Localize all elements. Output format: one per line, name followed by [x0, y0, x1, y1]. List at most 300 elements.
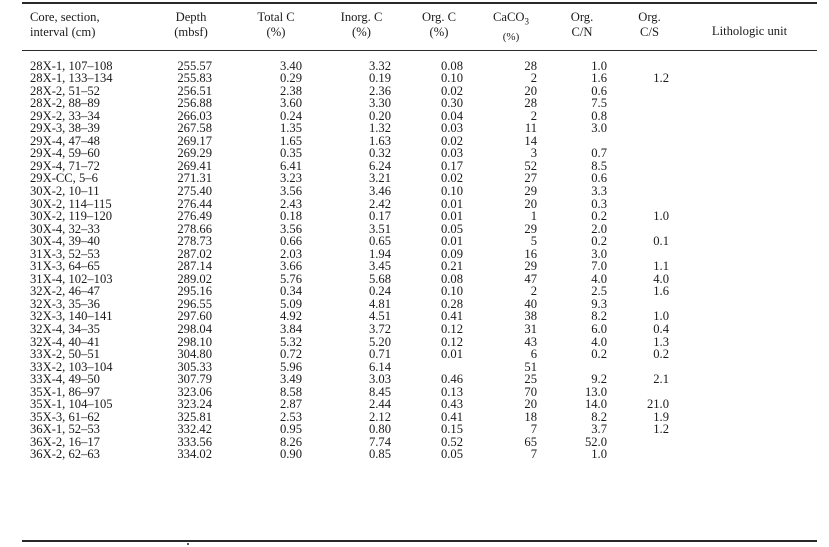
- cell-depth: 296.55: [177, 296, 212, 311]
- cell-depth: 255.57: [177, 58, 212, 73]
- cell-org-cs: [617, 223, 682, 236]
- cell-caco3: 28: [524, 96, 537, 111]
- cell-caco3: 2: [530, 284, 537, 299]
- cell-caco3: 14: [524, 133, 537, 148]
- table-row: [22, 298, 817, 311]
- cell-total-c: 3.56: [279, 183, 302, 198]
- cell-total-c: 3.66: [279, 259, 302, 274]
- cell-total-c: 0.34: [279, 284, 302, 299]
- table-row: [22, 260, 817, 273]
- cell-core-section-interval: 32X-4, 40–41: [30, 334, 100, 349]
- cell-caco3: 27: [524, 171, 537, 186]
- cell-caco3: 47: [524, 271, 537, 286]
- cell-core-section-interval: 36X-1, 52–53: [30, 422, 100, 437]
- cell-org-cn: 0.2: [591, 347, 607, 362]
- cell-org-cn: 4.0: [591, 334, 607, 349]
- cell-org-c: 0.28: [440, 296, 463, 311]
- cell-org-cn: 0.7: [591, 146, 607, 161]
- cell-core-section-interval: 35X-1, 104–105: [30, 397, 113, 412]
- cell-org-c: 0.41: [440, 309, 463, 324]
- cell-lithologic-unit: [682, 147, 817, 160]
- cell-org-cs: [617, 248, 682, 261]
- cell-inorg-c: 3.32: [368, 58, 391, 73]
- cell-depth: 276.44: [177, 196, 212, 211]
- cell-org-cs: 4.0: [653, 271, 669, 286]
- cell-inorg-c: 3.30: [368, 96, 391, 111]
- cell-lithologic-unit: [682, 373, 817, 386]
- cell-caco3: 20: [524, 397, 537, 412]
- cell-org-cs: [617, 97, 682, 110]
- cell-org-c: 0.01: [440, 347, 463, 362]
- cell-inorg-c: 0.80: [368, 422, 391, 437]
- cell-org-cn: 2.0: [591, 221, 607, 236]
- cell-depth: 267.58: [177, 121, 212, 136]
- cell-depth: 269.29: [177, 146, 212, 161]
- table-row: [22, 373, 817, 386]
- cell-depth: 289.02: [177, 271, 212, 286]
- cell-org-cn: 0.2: [591, 234, 607, 249]
- cell-org-c: 0.10: [440, 183, 463, 198]
- cell-depth: 333.56: [177, 434, 212, 449]
- cell-inorg-c: 0.85: [368, 447, 391, 462]
- cell-org-c: 0.43: [440, 397, 463, 412]
- cell-org-c: 0.04: [440, 108, 463, 123]
- cell-org-c: 0.03: [440, 121, 463, 136]
- cell-inorg-c: 6.14: [368, 359, 391, 374]
- cell-caco3: 5: [530, 234, 537, 249]
- cell-caco3: 18: [524, 409, 537, 424]
- cell-org-c: 0.46: [440, 372, 463, 387]
- cell-org-cn: 0.3: [591, 196, 607, 211]
- cell-core-section-interval: 33X-4, 49–50: [30, 372, 100, 387]
- cell-depth: 323.06: [177, 384, 212, 399]
- table-row: [22, 85, 817, 98]
- cell-total-c: 2.87: [279, 397, 302, 412]
- cell-lithologic-unit: [682, 185, 817, 198]
- cell-caco3: 52: [524, 158, 537, 173]
- cell-inorg-c: 1.32: [368, 121, 391, 136]
- cell-caco3: 1: [530, 209, 537, 224]
- cell-caco3: 6: [530, 347, 537, 362]
- cell-org-cs: 1.9: [653, 409, 669, 424]
- cell-total-c: 3.49: [279, 372, 302, 387]
- cell-org-cs: [617, 172, 682, 185]
- cell-inorg-c: 0.24: [368, 284, 391, 299]
- cell-inorg-c: 2.12: [368, 409, 391, 424]
- cell-depth: 275.40: [177, 183, 212, 198]
- cell-total-c: 0.72: [279, 347, 302, 362]
- table-row: [22, 172, 817, 185]
- header-org-c: Org. C (%): [421, 10, 457, 39]
- cell-depth: 255.83: [177, 71, 212, 86]
- cell-org-c: 0.13: [440, 384, 463, 399]
- cell-core-section-interval: 28X-1, 107–108: [30, 58, 113, 73]
- cell-lithologic-unit: [682, 386, 817, 399]
- cell-inorg-c: 3.45: [368, 259, 391, 274]
- cell-org-cs: 1.1: [653, 259, 669, 274]
- table-row: [22, 348, 817, 361]
- cell-org-cn: 0.6: [591, 171, 607, 186]
- cell-org-c: 0.15: [440, 422, 463, 437]
- cell-inorg-c: 0.32: [368, 146, 391, 161]
- cell-total-c: 0.35: [279, 146, 302, 161]
- table-row: [22, 386, 817, 399]
- cell-total-c: 8.58: [279, 384, 302, 399]
- cell-caco3: 38: [524, 309, 537, 324]
- header-org-cn: Org. C/N: [570, 10, 594, 39]
- cell-caco3: 43: [524, 334, 537, 349]
- cell-org-c: 0.52: [440, 434, 463, 449]
- cell-org-cn: 52.0: [584, 434, 607, 449]
- cell-org-cn: 8.5: [591, 158, 607, 173]
- cell-org-c: 0.05: [440, 447, 463, 462]
- cell-depth: 278.66: [177, 221, 212, 236]
- table-row: [22, 411, 817, 424]
- cell-org-c: 0.12: [440, 334, 463, 349]
- cell-lithologic-unit: [682, 97, 817, 110]
- cell-org-cn: 6.0: [591, 321, 607, 336]
- cell-lithologic-unit: [682, 285, 817, 298]
- table-row: [22, 336, 817, 349]
- cell-lithologic-unit: [682, 160, 817, 173]
- cell-org-c: 0.10: [440, 71, 463, 86]
- cell-org-cn: 2.5: [591, 284, 607, 299]
- cell-org-cs: [617, 147, 682, 160]
- table-row: [22, 185, 817, 198]
- cell-org-c: 0.17: [440, 158, 463, 173]
- table-row: [22, 448, 817, 461]
- table-top-rule: [22, 2, 817, 4]
- cell-org-cn: 0.2: [591, 209, 607, 224]
- cell-org-cn: 8.2: [591, 309, 607, 324]
- cell-caco3: 20: [524, 196, 537, 211]
- cell-caco3: 28: [524, 58, 537, 73]
- cell-depth: 287.02: [177, 246, 212, 261]
- cell-lithologic-unit: [682, 411, 817, 424]
- cell-caco3: 51: [524, 359, 537, 374]
- cell-caco3: 2: [530, 108, 537, 123]
- cell-core-section-interval: 30X-4, 39–40: [30, 234, 100, 249]
- cell-lithologic-unit: [682, 235, 817, 248]
- cell-org-c: [403, 361, 475, 374]
- cell-caco3: 25: [524, 372, 537, 387]
- cell-core-section-interval: 33X-2, 50–51: [30, 347, 100, 362]
- cell-lithologic-unit: [682, 298, 817, 311]
- cell-depth: 266.03: [177, 108, 212, 123]
- cell-org-cs: [617, 198, 682, 211]
- table-row: [22, 310, 817, 323]
- cell-depth: 298.04: [177, 321, 212, 336]
- table-header-rule: [22, 50, 817, 51]
- cell-org-cs: [617, 185, 682, 198]
- cell-org-c: 0.12: [440, 321, 463, 336]
- cell-total-c: 3.84: [279, 321, 302, 336]
- cell-inorg-c: 0.20: [368, 108, 391, 123]
- cell-core-section-interval: 30X-4, 32–33: [30, 221, 100, 236]
- table-row: [22, 285, 817, 298]
- cell-lithologic-unit: [682, 172, 817, 185]
- cell-org-cs: 0.1: [653, 234, 669, 249]
- table-header: [22, 10, 817, 45]
- cell-org-cn: 3.7: [591, 422, 607, 437]
- cell-core-section-interval: 36X-2, 16–17: [30, 434, 100, 449]
- cell-core-section-interval: 29X-4, 47–48: [30, 133, 100, 148]
- cell-caco3: 29: [524, 259, 537, 274]
- cell-caco3: 16: [524, 246, 537, 261]
- cell-org-cs: [617, 448, 682, 461]
- cell-org-c: 0.09: [440, 246, 463, 261]
- cell-core-section-interval: 31X-3, 64–65: [30, 259, 100, 274]
- cell-depth: 269.41: [177, 158, 212, 173]
- table-row: [22, 323, 817, 336]
- table-row: [22, 273, 817, 286]
- cell-org-c: 0.30: [440, 96, 463, 111]
- cell-total-c: 2.03: [279, 246, 302, 261]
- cell-depth: 278.73: [177, 234, 212, 249]
- cell-core-section-interval: 36X-2, 62–63: [30, 447, 100, 462]
- cell-inorg-c: 0.65: [368, 234, 391, 249]
- cell-org-cs: 1.0: [653, 309, 669, 324]
- cell-depth: 269.17: [177, 133, 212, 148]
- table-row: [22, 60, 817, 73]
- cell-lithologic-unit: [682, 85, 817, 98]
- cell-lithologic-unit: [682, 135, 817, 148]
- cell-inorg-c: 3.72: [368, 321, 391, 336]
- header-depth: Depth (mbsf): [174, 10, 208, 39]
- header-core-section-interval: Core, section, interval (cm): [30, 10, 100, 39]
- cell-total-c: 5.76: [279, 271, 302, 286]
- cell-inorg-c: 5.68: [368, 271, 391, 286]
- header-inorg-c: Inorg. C (%): [340, 10, 383, 39]
- table-row: [22, 147, 817, 160]
- cell-total-c: 0.90: [279, 447, 302, 462]
- cell-org-c: 0.08: [440, 271, 463, 286]
- cell-caco3: 29: [524, 221, 537, 236]
- table-row: [22, 122, 817, 135]
- cell-lithologic-unit: [682, 423, 817, 436]
- cell-org-cn: 7.0: [591, 259, 607, 274]
- cell-inorg-c: 7.74: [368, 434, 391, 449]
- cell-caco3: 7: [530, 422, 537, 437]
- cell-total-c: 1.35: [279, 121, 302, 136]
- cell-caco3: 3: [530, 146, 537, 161]
- cell-org-cn: 9.2: [591, 372, 607, 387]
- table-row: [22, 423, 817, 436]
- table-row: [22, 248, 817, 261]
- cell-caco3: 7: [530, 447, 537, 462]
- cell-depth: 287.14: [177, 259, 212, 274]
- cell-org-c: 0.01: [440, 209, 463, 224]
- cell-org-cn: 3.0: [591, 246, 607, 261]
- cell-org-cn: 14.0: [584, 397, 607, 412]
- cell-org-cs: 1.3: [653, 334, 669, 349]
- cell-org-c: 0.01: [440, 234, 463, 249]
- cell-org-cn: 0.8: [591, 108, 607, 123]
- table-bottom-rule: [22, 540, 817, 542]
- cell-caco3: 11: [524, 121, 537, 136]
- cell-depth: 323.24: [177, 397, 212, 412]
- cell-org-cn: 7.5: [591, 96, 607, 111]
- header-lithologic-unit: Lithologic unit: [711, 23, 788, 38]
- cell-caco3: 70: [524, 384, 537, 399]
- cell-inorg-c: 3.03: [368, 372, 391, 387]
- cell-caco3: 31: [524, 321, 537, 336]
- cell-core-section-interval: 29X-2, 33–34: [30, 108, 100, 123]
- cell-inorg-c: 2.42: [368, 196, 391, 211]
- cell-lithologic-unit: [682, 398, 817, 411]
- cell-core-section-interval: 32X-4, 34–35: [30, 321, 100, 336]
- cell-core-section-interval: 31X-4, 102–103: [30, 271, 113, 286]
- table-row: [22, 398, 817, 411]
- cell-org-cs: 2.1: [653, 372, 669, 387]
- cell-core-section-interval: 28X-1, 133–134: [30, 71, 113, 86]
- cell-lithologic-unit: [682, 210, 817, 223]
- cell-inorg-c: 6.24: [368, 158, 391, 173]
- table-row: [22, 97, 817, 110]
- cell-lithologic-unit: [682, 448, 817, 461]
- table-row: [22, 135, 817, 148]
- cell-inorg-c: 2.36: [368, 83, 391, 98]
- cell-org-cs: 1.2: [653, 422, 669, 437]
- table-row: [22, 436, 817, 449]
- cell-lithologic-unit: [682, 260, 817, 273]
- table-row: [22, 223, 817, 236]
- cell-lithologic-unit: [682, 323, 817, 336]
- cell-org-cs: [617, 361, 682, 374]
- cell-org-cs: [617, 135, 682, 148]
- print-speck: [187, 543, 189, 545]
- table-row: [22, 198, 817, 211]
- cell-depth: 295.16: [177, 284, 212, 299]
- cell-org-cn: 3.0: [591, 121, 607, 136]
- cell-core-section-interval: 29X-4, 71–72: [30, 158, 100, 173]
- cell-lithologic-unit: [682, 310, 817, 323]
- cell-core-section-interval: 30X-2, 119–120: [30, 209, 113, 224]
- cell-total-c: 0.95: [279, 422, 302, 437]
- cell-depth: 276.49: [177, 209, 212, 224]
- cell-org-cn: 4.0: [591, 271, 607, 286]
- table-row: [22, 361, 817, 374]
- cell-org-cs: [617, 298, 682, 311]
- cell-lithologic-unit: [682, 72, 817, 85]
- cell-lithologic-unit: [682, 110, 817, 123]
- cell-lithologic-unit: [682, 361, 817, 374]
- cell-inorg-c: 0.19: [368, 71, 391, 86]
- cell-org-c: 0.02: [440, 83, 463, 98]
- cell-org-cs: [617, 160, 682, 173]
- cell-depth: 325.81: [177, 409, 212, 424]
- cell-total-c: 3.40: [279, 58, 302, 73]
- cell-org-cn: 1.6: [591, 71, 607, 86]
- cell-depth: 334.02: [177, 447, 212, 462]
- cell-depth: 307.79: [177, 372, 212, 387]
- cell-lithologic-unit: [682, 60, 817, 73]
- cell-total-c: 6.41: [279, 158, 302, 173]
- cell-lithologic-unit: [682, 336, 817, 349]
- data-table: [22, 60, 817, 462]
- cell-org-cs: [617, 110, 682, 123]
- header-total-c: Total C (%): [257, 10, 295, 39]
- cell-org-c: 0.08: [440, 58, 463, 73]
- cell-inorg-c: 2.44: [368, 397, 391, 412]
- table-row: [22, 235, 817, 248]
- cell-org-c: 0.41: [440, 409, 463, 424]
- cell-caco3: 65: [524, 434, 537, 449]
- cell-core-section-interval: 32X-3, 140–141: [30, 309, 113, 324]
- cell-core-section-interval: 32X-2, 46–47: [30, 284, 100, 299]
- cell-org-c: 0.10: [440, 284, 463, 299]
- cell-org-cn: 13.0: [584, 384, 607, 399]
- cell-inorg-c: 0.71: [368, 347, 391, 362]
- cell-org-cn: 1.0: [591, 58, 607, 73]
- cell-inorg-c: 1.63: [368, 133, 391, 148]
- cell-total-c: 2.43: [279, 196, 302, 211]
- header-caco3: CaCO$_3$ (%): [493, 10, 529, 43]
- cell-core-section-interval: 30X-2, 10–11: [30, 183, 100, 198]
- cell-total-c: 5.32: [279, 334, 302, 349]
- cell-caco3: 29: [524, 183, 537, 198]
- cell-total-c: 4.92: [279, 309, 302, 324]
- cell-core-section-interval: 31X-3, 52–53: [30, 246, 100, 261]
- cell-inorg-c: 3.21: [368, 171, 391, 186]
- cell-lithologic-unit: [682, 273, 817, 286]
- cell-depth: 298.10: [177, 334, 212, 349]
- cell-org-cn: 9.3: [591, 296, 607, 311]
- cell-org-c: 0.02: [440, 171, 463, 186]
- cell-core-section-interval: 29X-CC, 5–6: [30, 171, 98, 186]
- cell-total-c: 5.96: [279, 359, 302, 374]
- cell-lithologic-unit: [682, 122, 817, 135]
- cell-lithologic-unit: [682, 198, 817, 211]
- table-row: [22, 210, 817, 223]
- cell-org-cn: 0.6: [591, 83, 607, 98]
- cell-depth: 256.88: [177, 96, 212, 111]
- cell-total-c: 8.26: [279, 434, 302, 449]
- cell-org-c: 0.02: [440, 133, 463, 148]
- cell-inorg-c: 3.51: [368, 221, 391, 236]
- cell-org-cs: [617, 122, 682, 135]
- cell-org-cs: 0.2: [653, 347, 669, 362]
- cell-total-c: 3.56: [279, 221, 302, 236]
- cell-total-c: 2.38: [279, 83, 302, 98]
- cell-core-section-interval: 33X-2, 103–104: [30, 359, 113, 374]
- cell-org-cn: 1.0: [591, 447, 607, 462]
- cell-depth: 271.31: [177, 171, 212, 186]
- cell-lithologic-unit: [682, 436, 817, 449]
- cell-total-c: 3.60: [279, 96, 302, 111]
- cell-core-section-interval: 35X-3, 61–62: [30, 409, 100, 424]
- cell-org-cn: 3.3: [591, 183, 607, 198]
- cell-total-c: 3.23: [279, 171, 302, 186]
- cell-lithologic-unit: [682, 348, 817, 361]
- cell-caco3: 40: [524, 296, 537, 311]
- cell-org-cs: [617, 60, 682, 73]
- cell-total-c: 2.53: [279, 409, 302, 424]
- cell-inorg-c: 3.46: [368, 183, 391, 198]
- cell-inorg-c: 0.17: [368, 209, 391, 224]
- cell-inorg-c: 1.94: [368, 246, 391, 261]
- cell-org-cs: 1.2: [653, 71, 669, 86]
- cell-total-c: 0.24: [279, 108, 302, 123]
- cell-org-c: 0.01: [440, 196, 463, 211]
- cell-lithologic-unit: [682, 248, 817, 261]
- header-org-cs: Org. C/S: [638, 10, 661, 39]
- cell-depth: 256.51: [177, 83, 212, 98]
- table-row: [22, 72, 817, 85]
- cell-total-c: 5.09: [279, 296, 302, 311]
- cell-total-c: 0.66: [279, 234, 302, 249]
- cell-org-c: 0.03: [440, 146, 463, 161]
